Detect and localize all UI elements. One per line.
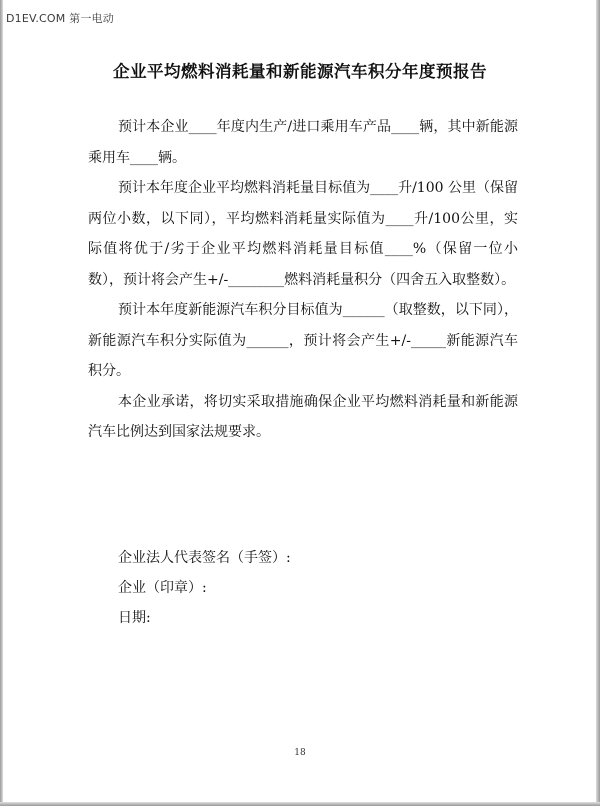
page-number: 18 bbox=[294, 748, 306, 758]
signature-representative: 企业法人代表签名（手签）: bbox=[118, 550, 291, 566]
paragraph-commitment: 本企业承诺，将切实采取措施确保企业平均燃料消耗量和新能源汽车比例达到国家法规要求。 bbox=[88, 393, 518, 440]
page-frame-left bbox=[0, 0, 3, 806]
paragraph-fuel-consumption: 预计本年度企业平均燃料消耗量目标值为____升/100 公里（保留两位小数，以下同），平均燃料消耗量实际值为____升/100公里，实际值将优于/劣于企业平均燃料消耗量目标值____%（保留一位小数），预计将会产生+/-________燃料消耗量积分（四舍五入取整数）。 bbox=[88, 180, 518, 288]
page-frame-right bbox=[596, 0, 600, 806]
paragraph-nev-credit: 预计本年度新能源汽车积分目标值为______（取整数，以下同），新能源汽车积分实际值为______，预计将会产生+/-_____新能源汽车积分。 bbox=[88, 302, 518, 379]
document-body bbox=[88, 112, 518, 448]
document-title: 企业平均燃料消耗量和新能源汽车积分年度预报告 bbox=[113, 62, 487, 81]
signature-date: 日期: bbox=[118, 610, 151, 626]
site-watermark: D1EV.COM 第一电动 bbox=[6, 12, 114, 25]
page-frame-bottom bbox=[0, 802, 600, 806]
signature-company-seal: 企业（印章）: bbox=[118, 580, 207, 596]
paragraph-vehicle-production: 预计本企业____年度内生产/进口乘用车产品____辆，其中新能源乘用车____辆。 bbox=[88, 119, 518, 166]
